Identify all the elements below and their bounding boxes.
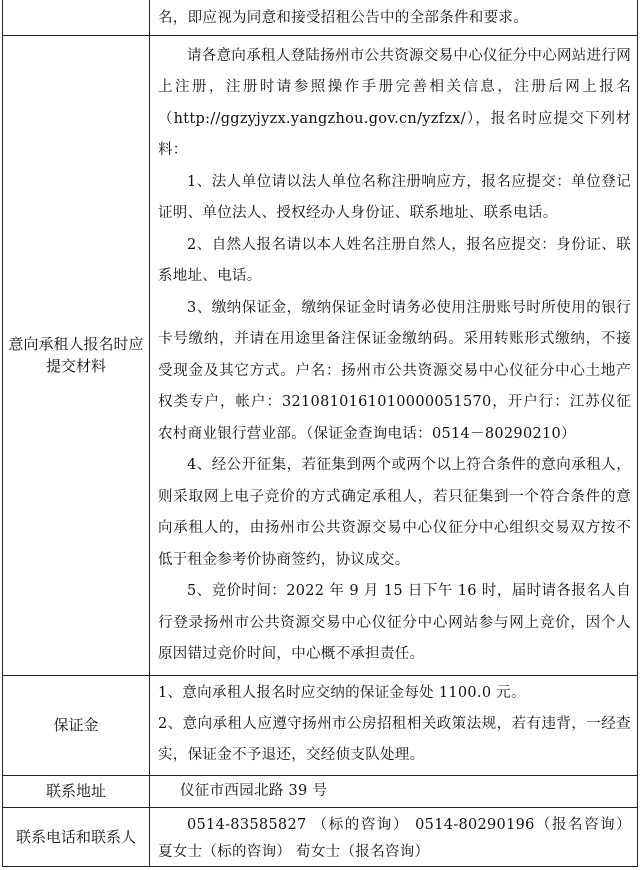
deposit-label: 保证金 [3,675,150,775]
continuation-text: 名，即应视为同意和接受招租公告中的全部条件和要求。 [158,10,528,26]
row-label-empty [3,0,150,35]
contacts-value: 0514-83585827 （标的咨询） 0514-80290196（报名咨询） 夏女士（标的咨询） 荀女士（报名咨询） [158,817,631,860]
contacts-label: 联系电话和联系人 [3,808,150,867]
announcement-table [2,0,638,867]
bidding-method: 4、经公开征集，若征集到两个或两个以上符合条件的意向承租人，则采取网上电子竞价的方式确定承租人，若只征集到一个符合条件的意向承租人的，由扬州市公共资源交易中心仪征分中心组织交易双方按不低于租金参考价协商签约，协议成交。 [158,457,631,568]
address-value: 仪征市西园北路 39 号 [180,782,328,799]
registration-intro: 请各意向承租人登陆扬州市公共资源交易中心仪征分中心网站进行网上注册，注册时请参照操作手册完善相关信息，注册后网上报名（http://ggzyjyzx.yangzhou.gov.cn/yzfzx/），报名时应提交下列材料： [158,47,631,158]
address-content [150,775,638,808]
registration-materials-label: 意向承租人报名时应提交材料 [3,35,150,675]
legal-entity-requirement: 1、法人单位请以法人单位名称注册响应方，报名应提交：单位登记证明、单位法人、授权经办人身份证、联系地址、联系电话。 [158,173,631,221]
deposit-payment-instructions: 3、缴纳保证金，缴纳保证金时请务必使用注册账号时所使用的银行卡号缴纳，并请在用途里备注保证金缴纳码。采用转账形式缴纳，不接受现金及其它方式。户名：扬州市公共资源交易中心仪征分中心土地产权类专户，帐户：3210810161010000051570，开户行：江苏仪征农村商业银行营业部。（保证金查询电话：0514－80290210） [158,299,631,442]
address-label: 联系地址 [3,775,150,808]
deposit-rules: 2、意向承租人应遵守扬州市公房招租相关政策法规，若有违背，一经查实，保证金不予退还，交经侦支队处理。 [158,715,631,763]
deposit-content [150,675,638,775]
table-row-contacts [3,808,638,867]
continuation-content [150,0,638,35]
bidding-time: 5、竞价时间：2022 年 9 月 15 日下午 16 时，届时请各报名人自行登录扬州市公共资源交易中心仪征分中心网站参与网上竞价，因个人原因错过竞价时间，中心概不承担责任。 [158,583,631,662]
table-row-address [3,775,638,808]
table-row-deposit [3,675,638,775]
deposit-amount: 1、意向承租人报名时应交纳的保证金每处 1100.0 元。 [158,684,526,701]
natural-person-requirement: 2、自然人报名请以本人姓名注册自然人，报名应提交：身份证、联系地址、电话。 [158,236,631,284]
registration-materials-content [150,35,638,675]
table-row-continuation [3,0,638,35]
contacts-content [150,808,638,867]
table-row-registration-materials [3,35,638,675]
